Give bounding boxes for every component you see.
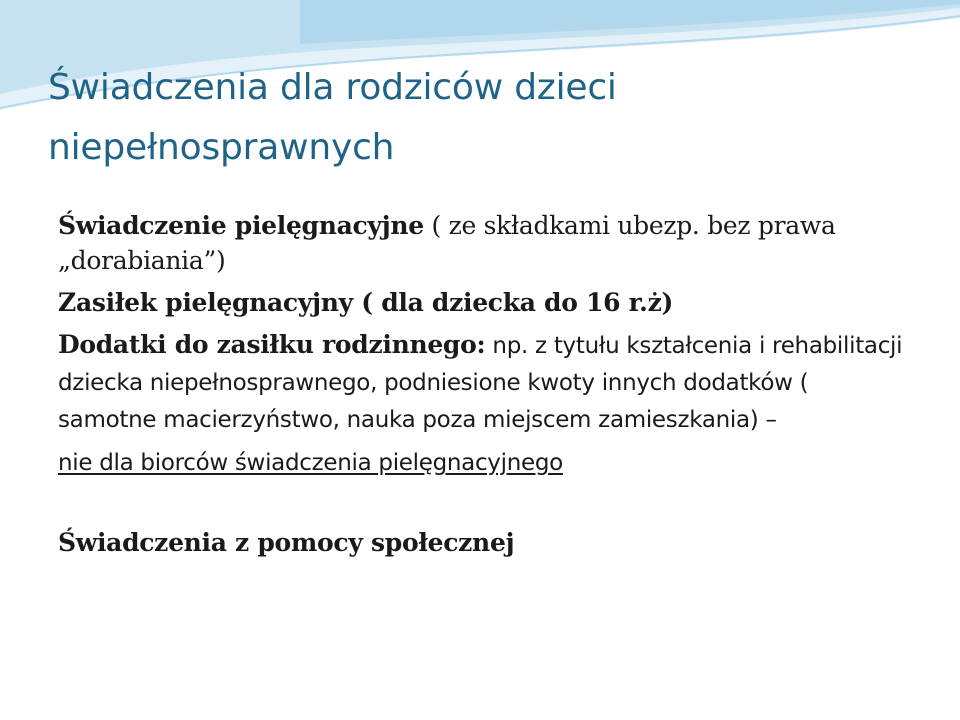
- slide-title: Świadczenia dla rodziców dzieci niepełnosprawnych: [48, 67, 617, 168]
- slide-content: [58, 208, 908, 560]
- item-pomoc-spoleczna: [58, 525, 908, 560]
- item-underlined-text: nie dla biorców świadczenia pielęgnacyjnego: [58, 450, 563, 476]
- item-bold-text: Świadczenie pielęgnacyjne: [58, 211, 424, 240]
- item-dodatki: [58, 327, 908, 438]
- item-bold-text: Dodatki do zasiłku rodzinnego:: [58, 330, 486, 359]
- item-swiadczenie-pielegnacyjne: [58, 208, 908, 278]
- item-normal-text: ( ze składkami ubezp. bez prawa „dorabiania”): [58, 211, 836, 275]
- item-nie-dla-biorcow: [58, 444, 908, 481]
- item-zasilek-pielegnacyjny: [58, 285, 908, 320]
- item-bold-text: Zasiłek pielęgnacyjny ( dla dziecka do 16 r.ż): [58, 288, 674, 317]
- item-normal-text: np. z tytułu kształcenia i rehabilitacji dziecka niepełnosprawnego, podniesione kwoty innych dodatków ( samotne macierzyństwo, nauka poza miejscem zamieszkania) –: [58, 333, 903, 433]
- item-bold-text: Świadczenia z pomocy społecznej: [58, 528, 515, 557]
